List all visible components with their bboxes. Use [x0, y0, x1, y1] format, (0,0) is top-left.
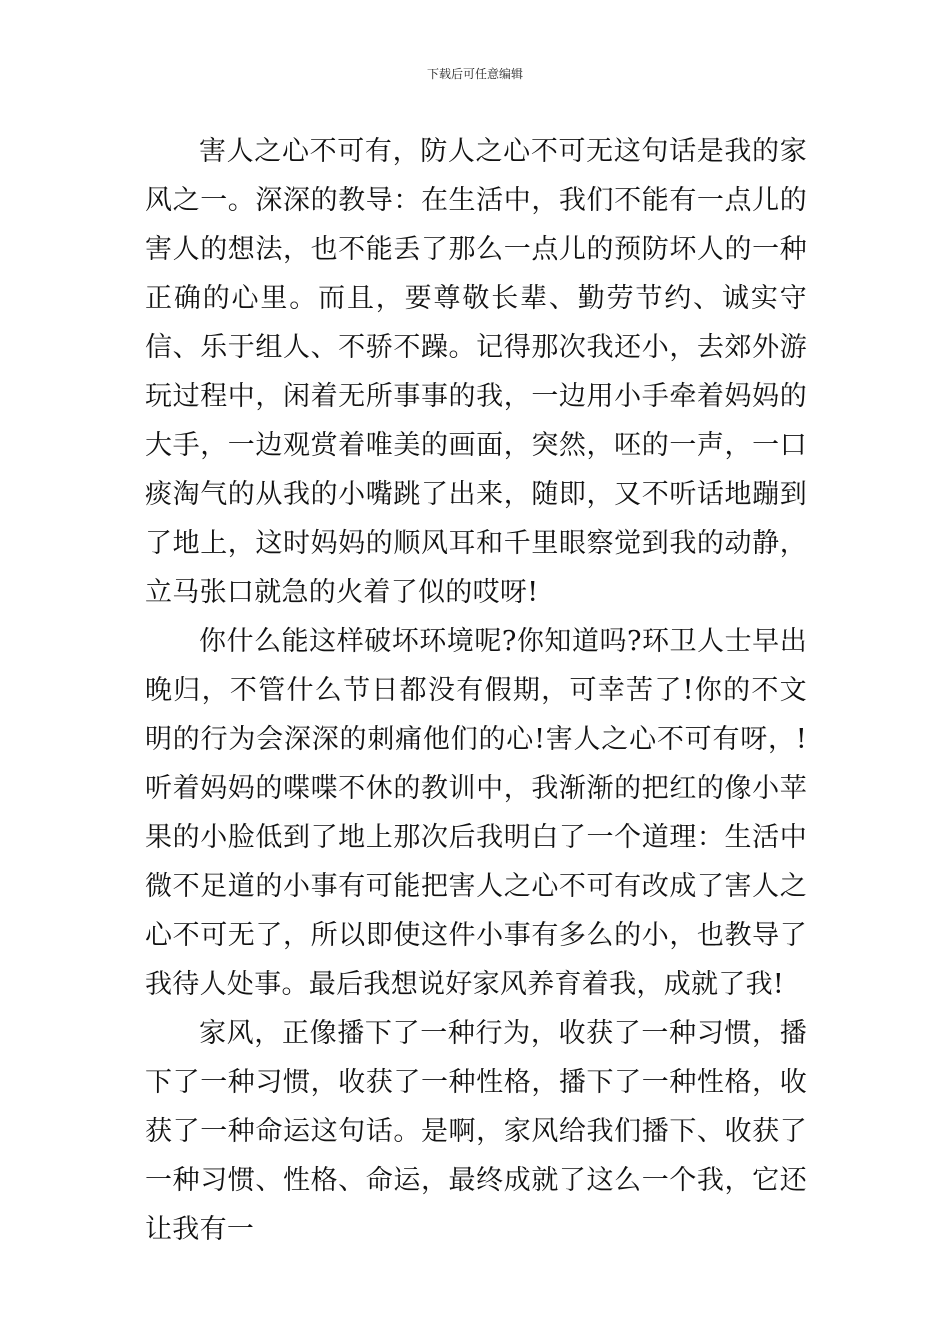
document-body [145, 127, 807, 1254]
paragraph-3: 家风，正像播下了一种行为，收获了一种习惯，播下了一种习惯，收获了一种性格，播下了一种性格，收获了一种命运这句话。是啊，家风给我们播下、收获了一种习惯、性格、命运，最终成就了这么一个我，它还让我有一 [145, 1018, 807, 1245]
paragraph-2: 你什么能这样破坏环境呢?你知道吗?环卫人士早出晚归，不管什么节日都没有假期，可幸苦了!你的不文明的行为会深深的刺痛他们的心!害人之心不可有呀，!听着妈妈的喋喋不休的教训中，我渐渐的把红的像小苹果的小脸低到了地上那次后我明白了一个道理：生活中微不足道的小事有可能把害人之心不可有改成了害人之心不可无了，所以即使这件小事有多么的小，也教导了我待人处事。最后我想说好家风养育着我，成就了我! [145, 626, 807, 1000]
page-header-note: 下载后可任意编辑 [426, 67, 523, 81]
paragraph-1: 害人之心不可有，防人之心不可无这句话是我的家风之一。深深的教导：在生活中，我们不能有一点儿的害人的想法，也不能丢了那么一点儿的预防坏人的一种正确的心里。而且，要尊敬长辈、勤劳节约、诚实守信、乐于组人、不骄不躁。记得那次我还小，去郊外游玩过程中，闲着无所事事的我，一边用小手牵着妈妈的大手，一边观赏着唯美的画面，突然，呸的一声，一口痰淘气的从我的小嘴跳了出来，随即，又不听话地蹦到了地上，这时妈妈的顺风耳和千里眼察觉到我的动静，立马张口就急的火着了似的哎呀! [145, 136, 807, 608]
